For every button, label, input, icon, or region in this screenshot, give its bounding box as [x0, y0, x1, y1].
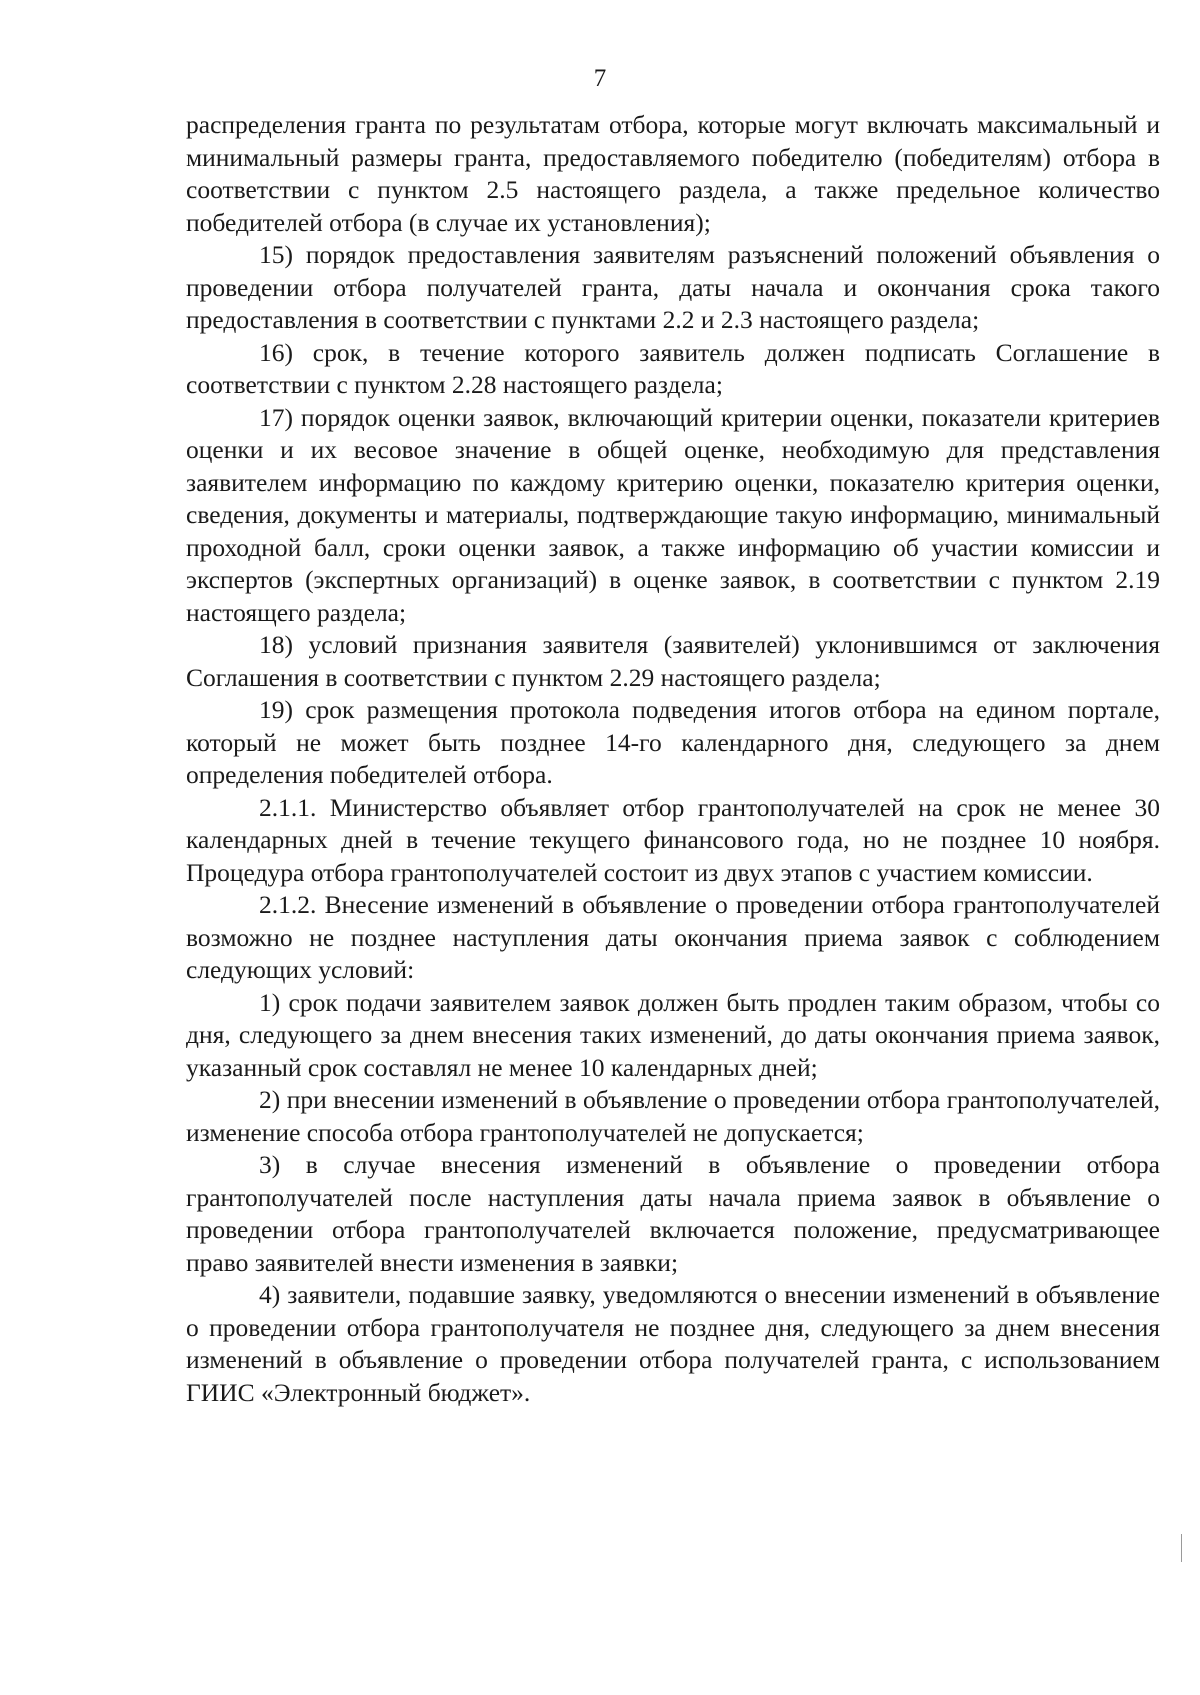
list-item-15: 15) порядок предоставления заявителям разъяснений положений объявления о проведении отбора получателей гранта, даты начала и окончания срока такого предоставления в соответствии с пунктами 2.2 и 2.3 настоящего раздела;	[186, 240, 1160, 334]
list-item-17: 17) порядок оценки заявок, включающий критерии оценки, показатели критериев оценки и их весовое значение в общей оценке, необходимую для представления заявителем информацию по каждому критерию оценки, показателю критерия оценки, сведения, документы и материалы, подтверждающие такую информацию, минимальный проходной балл, сроки оценки заявок, а также информацию об участии комиссии и экспертов (экспертных организаций) в оценке заявок, в соответствии с пунктом 2.19 настоящего раздела;	[186, 402, 1160, 627]
list-item-18: 18) условий признания заявителя (заявителей) уклонившимся от заключения Соглашения в соответствии с пунктом 2.29 настоящего раздела;	[186, 630, 1160, 692]
condition-item-4: 4) заявители, подавшие заявку, уведомляются о внесении изменений в объявление о проведении отбора грантополучателя не позднее дня, следующего за днем внесения изменений в объявление о проведении отбора получателей гранта, с использованием ГИИС «Электронный бюджет».	[186, 1280, 1160, 1407]
document-body	[186, 109, 1160, 1409]
condition-item-1: 1) срок подачи заявителем заявок должен быть продлен таким образом, чтобы со дня, следующего за днем внесения таких изменений, до даты окончания приема заявок, указанный срок составлял не менее 10 календарных дней;	[186, 987, 1160, 1082]
paragraph-continuation: распределения гранта по результатам отбора, которые могут включать максимальный и минимальный размеры гранта, предоставляемого победителю (победителям) отбора в соответствии с пунктом 2.5 настоящего раздела, а также предельное количество победителей отбора (в случае их установления);	[186, 110, 1160, 237]
page-number: 7	[593, 65, 607, 92]
clause-2-1-2: 2.1.2. Внесение изменений в объявление о проведении отбора грантополучателей возможно не позднее наступления даты окончания приема заявок с соблюдением следующих условий:	[186, 890, 1160, 984]
condition-item-2: 2) при внесении изменений в объявление о проведении отбора грантополучателей, изменение способа отбора грантополучателей не допускается;	[186, 1085, 1160, 1147]
list-item-19: 19) срок размещения протокола подведения итогов отбора на едином портале, который не может быть позднее 14-го календарного дня, следующего за днем определения победителей отбора.	[186, 695, 1160, 789]
scan-margin-mark	[1181, 1534, 1182, 1562]
condition-item-3: 3) в случае внесения изменений в объявление о проведении отбора грантополучателей после наступления даты начала приема заявок в объявление о проведении отбора грантополучателей включается положение, предусматривающее право заявителей внести изменения в заявки;	[186, 1150, 1160, 1277]
clause-2-1-1: 2.1.1. Министерство объявляет отбор грантополучателей на срок не менее 30 календарных дней в течение текущего финансового года, но не позднее 10 ноября. Процедура отбора грантополучателей состоит из двух этапов с участием комиссии.	[186, 792, 1160, 887]
list-item-16: 16) срок, в течение которого заявитель должен подписать Соглашение в соответствии с пунктом 2.28 настоящего раздела;	[186, 337, 1160, 399]
